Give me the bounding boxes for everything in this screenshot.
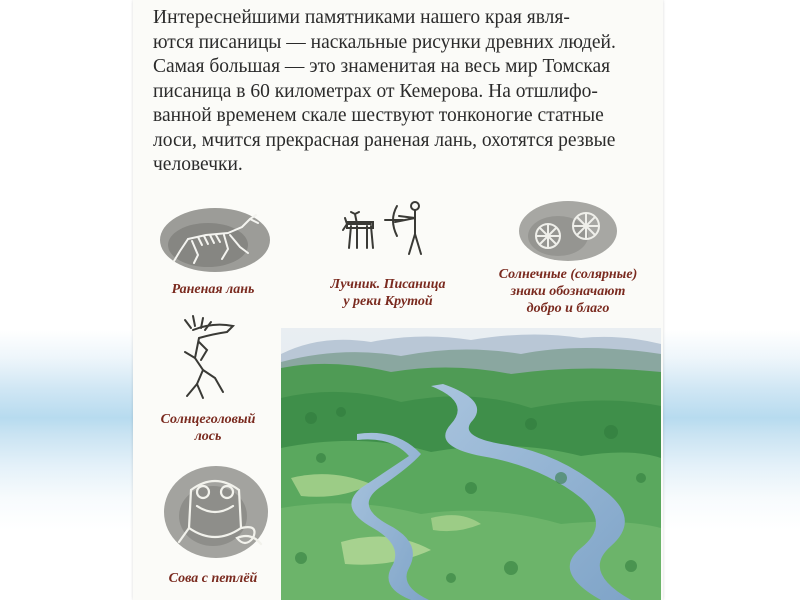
caption-solar-line: добро и благо: [526, 301, 610, 316]
wounded-doe-petroglyph: [158, 205, 273, 275]
paragraph-line: ванной временем скале шествуют тонконогие статные: [153, 105, 604, 126]
paragraph-line: лоси, мчится прекрасная раненая лань, охотятся резвые: [153, 129, 616, 151]
caption-sun-headed-elk: [153, 411, 263, 445]
textbook-page: [133, 0, 663, 600]
paragraph-line: ются писаницы — наскальные рисунки древних людей.: [153, 31, 616, 53]
caption-elk-line: Солнцеголовый: [160, 412, 256, 427]
intro-paragraph: [153, 6, 653, 178]
caption-archer: [313, 276, 463, 310]
caption-wounded-doe: Раненая лань: [171, 282, 255, 297]
caption-solar-line: знаки обозначают: [510, 284, 626, 299]
archer-petroglyph: [333, 196, 443, 266]
owl-petroglyph: [161, 462, 271, 560]
caption-solar-signs: [478, 266, 658, 317]
caption-elk-line: лось: [194, 429, 222, 444]
caption-solar-line: Солнечные (солярные): [498, 267, 638, 282]
river-landscape-illustration: [281, 328, 661, 600]
caption-owl: Сова с петлёй: [168, 571, 258, 586]
paragraph-line: человечки.: [153, 154, 243, 175]
paragraph-line: Самая большая — это знаменитая на весь мир Томская: [153, 56, 611, 77]
solar-signs-petroglyph: [518, 200, 618, 262]
paragraph-line: Интереснейшими памятниками нашего края явля-: [153, 7, 570, 28]
paragraph-line: писаница в 60 километрах от Кемерова. На отшлифо-: [153, 80, 598, 102]
sun-headed-elk-petroglyph: [173, 312, 243, 400]
caption-archer-line: у реки Крутой: [343, 294, 433, 309]
caption-archer-line: Лучник. Писаница: [330, 277, 446, 292]
